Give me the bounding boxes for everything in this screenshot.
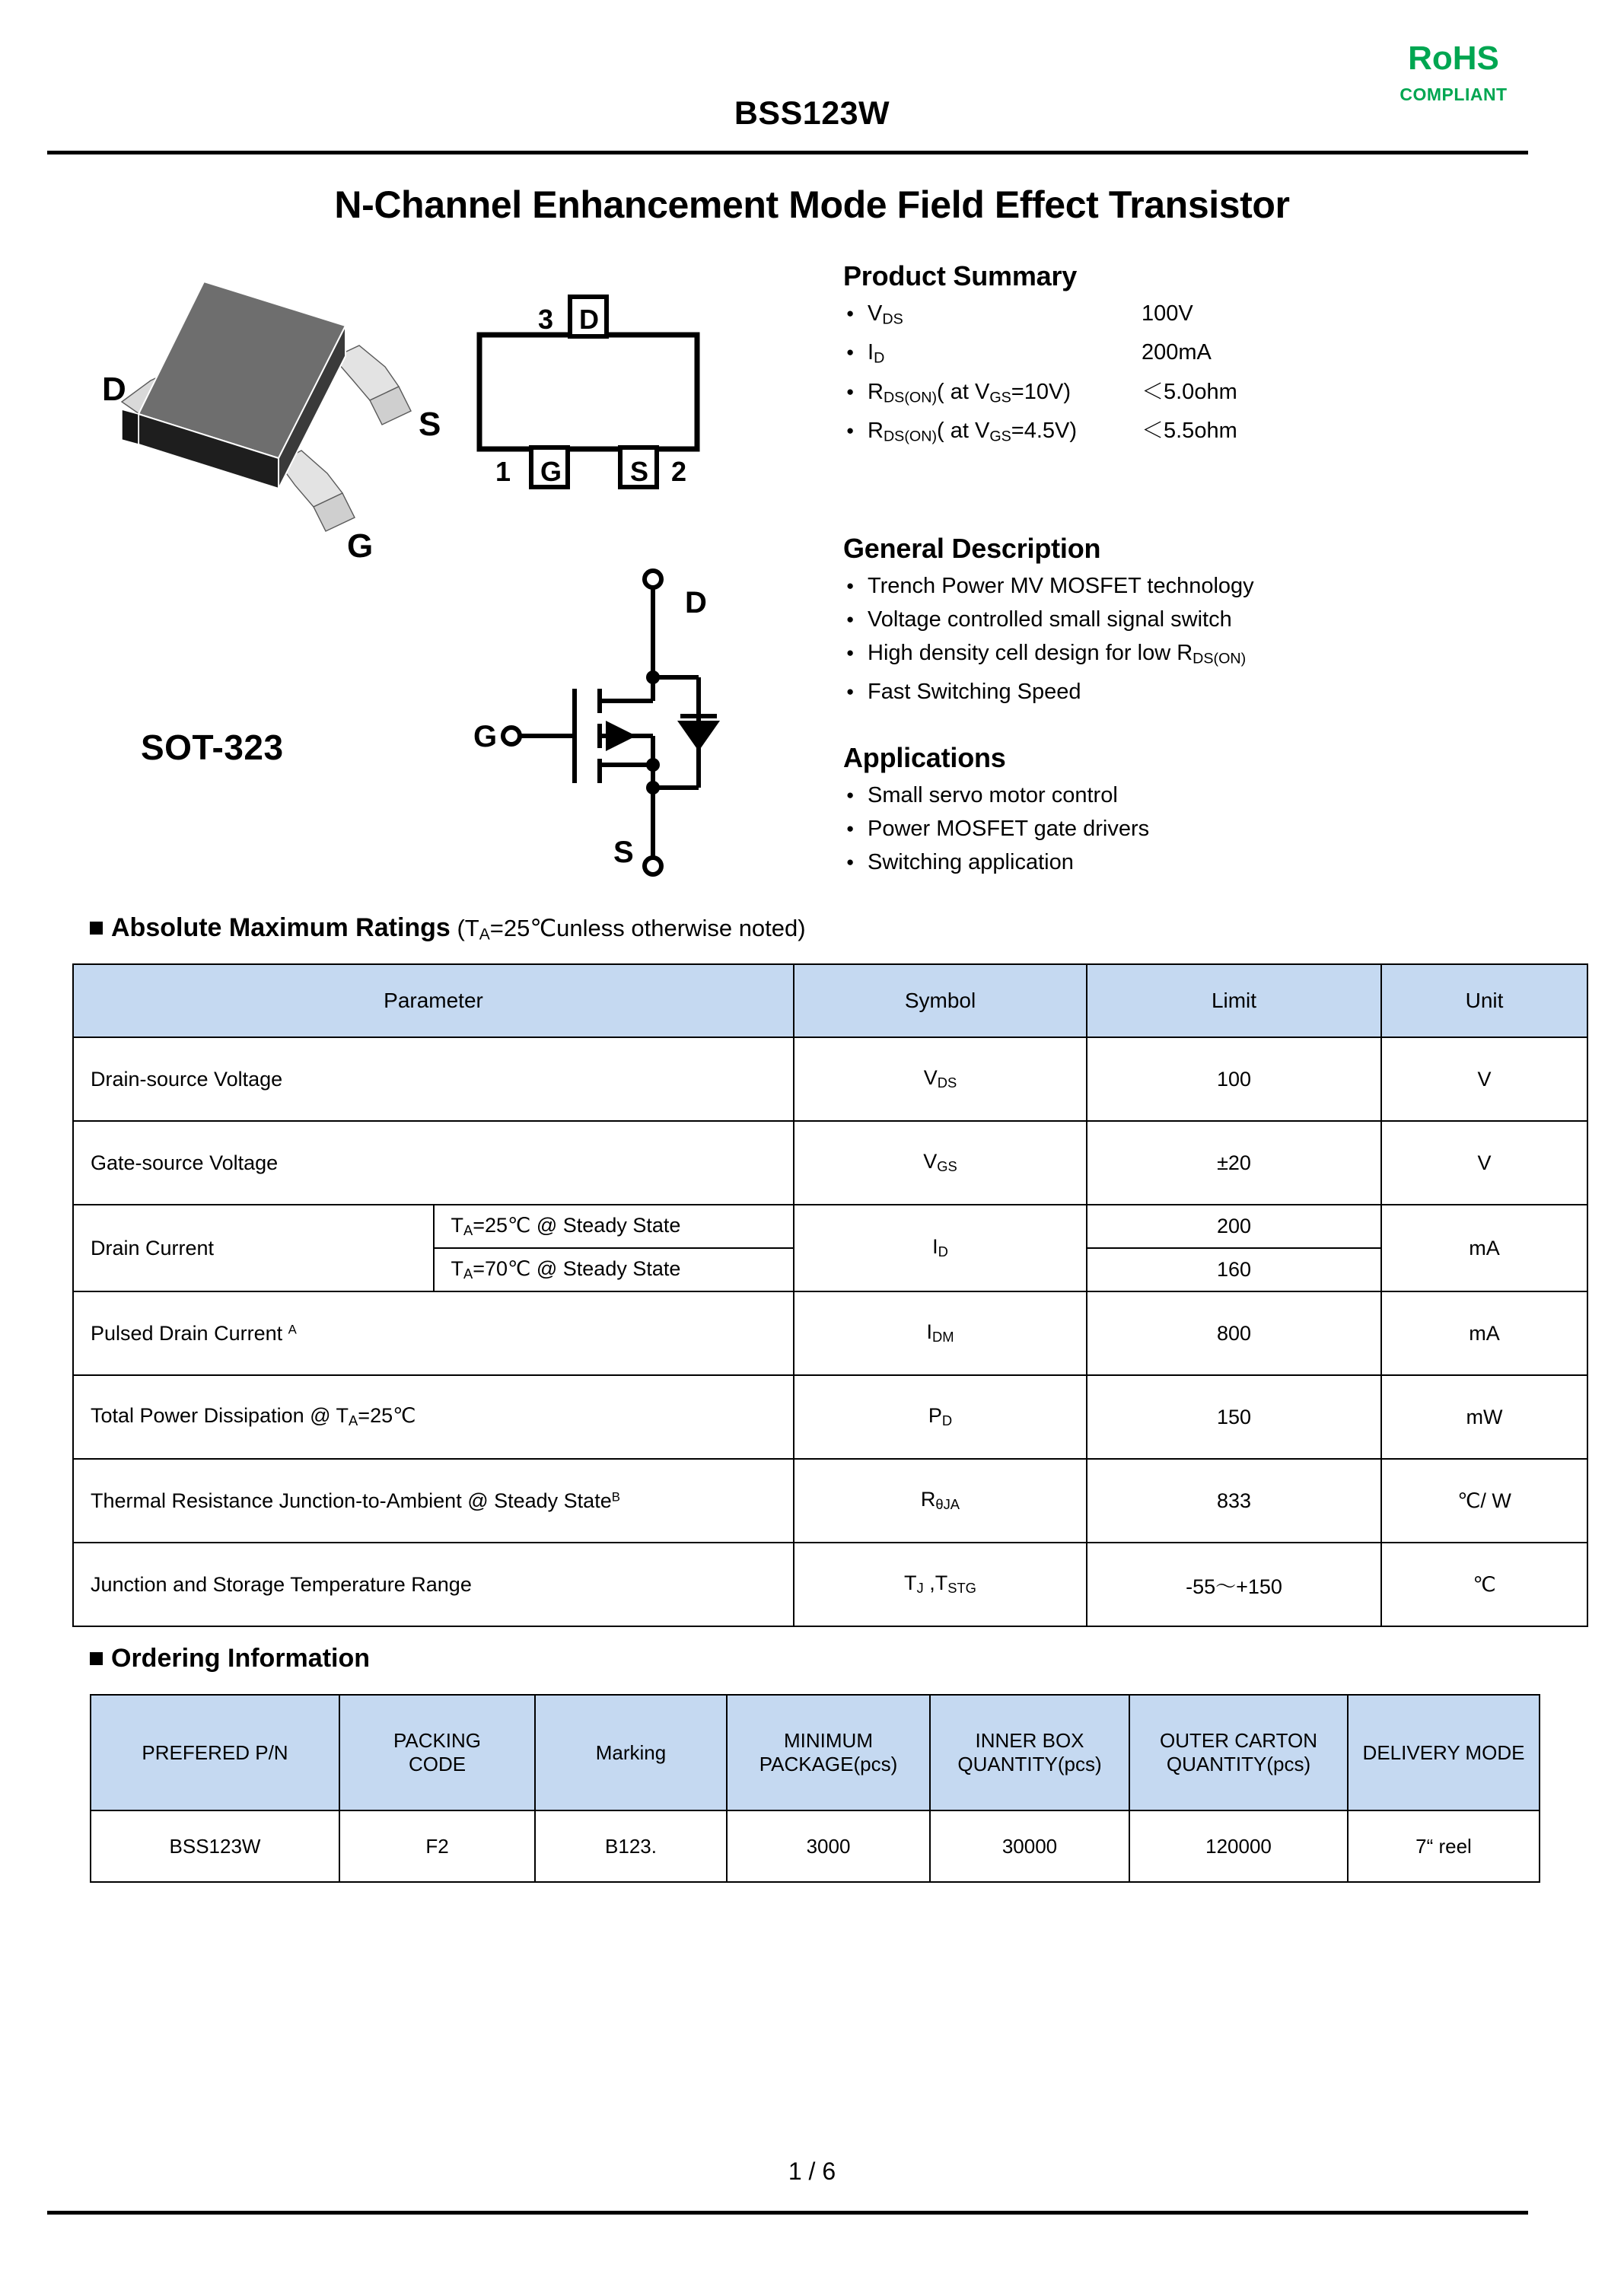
product-summary-heading: Product Summary — [843, 260, 1078, 291]
amr-cell-symbol: $V_{DS}$ — [794, 1037, 1087, 1121]
ordering-information-table — [90, 1694, 1540, 1883]
amr-table-header — [73, 964, 1587, 1037]
product-summary-item — [843, 375, 1467, 414]
general-description-section — [843, 533, 1467, 709]
ordering-cell-outer-carton-quantity: 120000 — [1129, 1810, 1348, 1882]
ordering-cell-delivery-mode: 7“ reel — [1348, 1810, 1540, 1882]
package-3d-illustration — [91, 259, 457, 578]
rohs-badge — [1328, 42, 1579, 105]
applications-section — [843, 742, 1467, 879]
package-name-label: SOT-323 — [141, 728, 284, 767]
amr-cell-condition: $T_A=25℃$ @ Steady State — [434, 1205, 794, 1248]
amr-cell-unit: mW — [1381, 1375, 1587, 1459]
general-description-item: ● Fast Switching Speed — [843, 675, 1467, 709]
product-summary-item — [843, 414, 1467, 453]
amr-cell-parameter: Total Power Dissipation @ $T_A=25℃$ — [73, 1375, 794, 1459]
page-title: BSS123W — [734, 95, 890, 132]
amr-cell-limit: 200 — [1087, 1205, 1381, 1248]
absolute-maximum-ratings-table — [72, 963, 1588, 1627]
amr-cell-limit: 160 — [1087, 1248, 1381, 1291]
amr-cell-condition: $T_A=70℃$ @ Steady State — [434, 1248, 794, 1291]
ordering-cell-prefered-pn: BSS123W — [91, 1810, 339, 1882]
table-row — [73, 1375, 1587, 1459]
table-row — [73, 1121, 1587, 1205]
pin-label-drain: D — [579, 304, 599, 335]
ordering-title-text: Ordering Information — [111, 1644, 370, 1673]
product-summary-list — [843, 297, 1467, 453]
product-summary-item-name: $R_{DS(ON)}$( at $V_{GS}=10V$) — [868, 379, 1071, 406]
table-row — [73, 1543, 1587, 1626]
amr-cell-parameter: Gate-source Voltage — [73, 1121, 794, 1205]
amr-cell-limit: ±20 — [1087, 1121, 1381, 1205]
rohs-label: RoHS — [1408, 40, 1499, 77]
general-description-item: ● Trench Power MV MOSFET technology — [843, 569, 1467, 603]
header-divider — [47, 151, 1528, 154]
general-description-list — [843, 569, 1467, 709]
applications-item: ● Switching application — [843, 845, 1467, 879]
amr-cell-parameter: Drain Current — [73, 1205, 434, 1291]
product-summary-section — [843, 260, 1467, 453]
ordering-col-header: OUTER CARTON QUANTITY(pcs) — [1129, 1695, 1348, 1810]
ordering-cell-minimum-package: 3000 — [727, 1810, 930, 1882]
amr-cell-symbol: $T_J$ $,T_{STG}$ — [794, 1543, 1087, 1626]
product-summary-item-value: 200mA — [1142, 340, 1212, 365]
amr-cell-limit: 150 — [1087, 1375, 1381, 1459]
schematic-label-source: S — [613, 836, 634, 869]
amr-cell-parameter: Pulsed Drain Current $^A$ — [73, 1291, 794, 1375]
ordering-col-header: Marking — [535, 1695, 727, 1810]
ordering-table-body — [91, 1810, 1540, 1882]
table-header-row — [73, 964, 1587, 1037]
table-row — [73, 1291, 1587, 1375]
pin-label-source: S — [630, 456, 649, 487]
table-row — [91, 1810, 1540, 1882]
amr-cell-unit: V — [1381, 1037, 1587, 1121]
ordering-cell-packing-code: F2 — [339, 1810, 535, 1882]
ordering-col-header: INNER BOX QUANTITY(pcs) — [930, 1695, 1129, 1810]
applications-item: ● Power MOSFET gate drivers — [843, 812, 1467, 845]
ordering-col-header: PACKING CODE — [339, 1695, 535, 1810]
amr-cell-symbol: $R_{\theta JA}$ — [794, 1459, 1087, 1543]
amr-col-unit: Unit — [1381, 964, 1587, 1037]
ordering-table-header — [91, 1695, 1540, 1810]
amr-cell-symbol: $I_{DM}$ — [794, 1291, 1087, 1375]
absolute-maximum-ratings-heading — [90, 913, 806, 944]
amr-cell-limit: -55～+150 — [1087, 1543, 1381, 1626]
ordering-col-header: MINIMUM PACKAGE(pcs) — [727, 1695, 930, 1810]
mosfet-schematic-symbol — [457, 559, 814, 887]
amr-title-note: ($T_A=25℃unless$ otherwise noted) — [450, 915, 806, 944]
page-number: 1 / 6 — [788, 2157, 836, 2185]
product-summary-item-name: $V_{DS}$ — [868, 301, 903, 328]
table-header-row — [91, 1695, 1540, 1810]
bullet-square-icon — [90, 922, 103, 935]
schematic-label-gate: G — [473, 720, 498, 753]
amr-col-limit: Limit — [1087, 964, 1381, 1037]
product-summary-item — [843, 336, 1467, 374]
table-row — [73, 1037, 1587, 1121]
product-summary-item-value: 100V — [1142, 301, 1193, 326]
general-description-item: ● High density cell design for low $R_{DS(ON)}$ — [843, 636, 1467, 675]
pin-number-2: 2 — [671, 456, 687, 487]
pin-number-1: 1 — [495, 456, 511, 487]
product-summary-item-value: ＜5.5ohm — [1142, 418, 1237, 443]
table-row — [73, 1205, 1587, 1248]
amr-cell-limit: 100 — [1087, 1037, 1381, 1121]
general-description-heading: General Description — [843, 533, 1101, 564]
amr-cell-symbol: $V_{GS}$ — [794, 1121, 1087, 1205]
document-title: N-Channel Enhancement Mode Field Effect Transistor — [334, 183, 1290, 226]
ordering-information-heading — [90, 1644, 370, 1673]
ordering-cell-inner-box-quantity: 30000 — [930, 1810, 1129, 1882]
applications-item: ● Small servo motor control — [843, 779, 1467, 812]
applications-heading: Applications — [843, 742, 1006, 773]
amr-cell-unit: ℃ — [1381, 1543, 1587, 1626]
package-lead-label-drain: D — [102, 371, 126, 408]
pin-label-gate: G — [540, 456, 562, 487]
amr-cell-symbol: $I_D$ — [794, 1205, 1087, 1291]
product-summary-item-name: $R_{DS(ON)}$( at $V_{GS}=4.5V$) — [868, 418, 1078, 445]
amr-cell-limit: 833 — [1087, 1459, 1381, 1543]
ordering-cell-marking: B123. — [535, 1810, 727, 1882]
applications-list — [843, 779, 1467, 879]
amr-cell-unit: V — [1381, 1121, 1587, 1205]
pinout-diagram — [445, 289, 772, 525]
table-row — [73, 1459, 1587, 1543]
rohs-compliant-label: COMPLIANT — [1400, 84, 1508, 104]
amr-cell-limit: 800 — [1087, 1291, 1381, 1375]
ordering-col-header: DELIVERY MODE — [1348, 1695, 1540, 1810]
ordering-col-header: PREFERED P/N — [91, 1695, 339, 1810]
pin-number-3: 3 — [538, 304, 554, 335]
amr-cell-unit: ℃/ W — [1381, 1459, 1587, 1543]
amr-cell-symbol: $P_D$ — [794, 1375, 1087, 1459]
product-summary-item — [843, 297, 1467, 336]
amr-cell-parameter: Drain-source Voltage — [73, 1037, 794, 1121]
product-summary-item-value: ＜5.0ohm — [1142, 379, 1237, 404]
package-lead-label-source: S — [419, 406, 441, 443]
product-summary-item-name: $I_D$ — [868, 340, 885, 367]
schematic-label-drain: D — [685, 586, 707, 619]
amr-col-parameter: Parameter — [73, 964, 794, 1037]
general-description-item: ● Voltage controlled small signal switch — [843, 603, 1467, 636]
bullet-square-icon — [90, 1652, 103, 1665]
amr-cell-parameter: Thermal Resistance Junction-to-Ambient @ Steady State$^B$ — [73, 1459, 794, 1543]
amr-title-text: Absolute Maximum Ratings — [111, 913, 451, 942]
amr-cell-parameter: Junction and Storage Temperature Range — [73, 1543, 794, 1626]
amr-cell-unit: mA — [1381, 1205, 1587, 1291]
package-lead-label-gate: G — [347, 527, 374, 565]
footer-divider — [47, 2211, 1528, 2215]
amr-col-symbol: Symbol — [794, 964, 1087, 1037]
amr-table-body — [73, 1037, 1587, 1626]
amr-cell-unit: mA — [1381, 1291, 1587, 1375]
